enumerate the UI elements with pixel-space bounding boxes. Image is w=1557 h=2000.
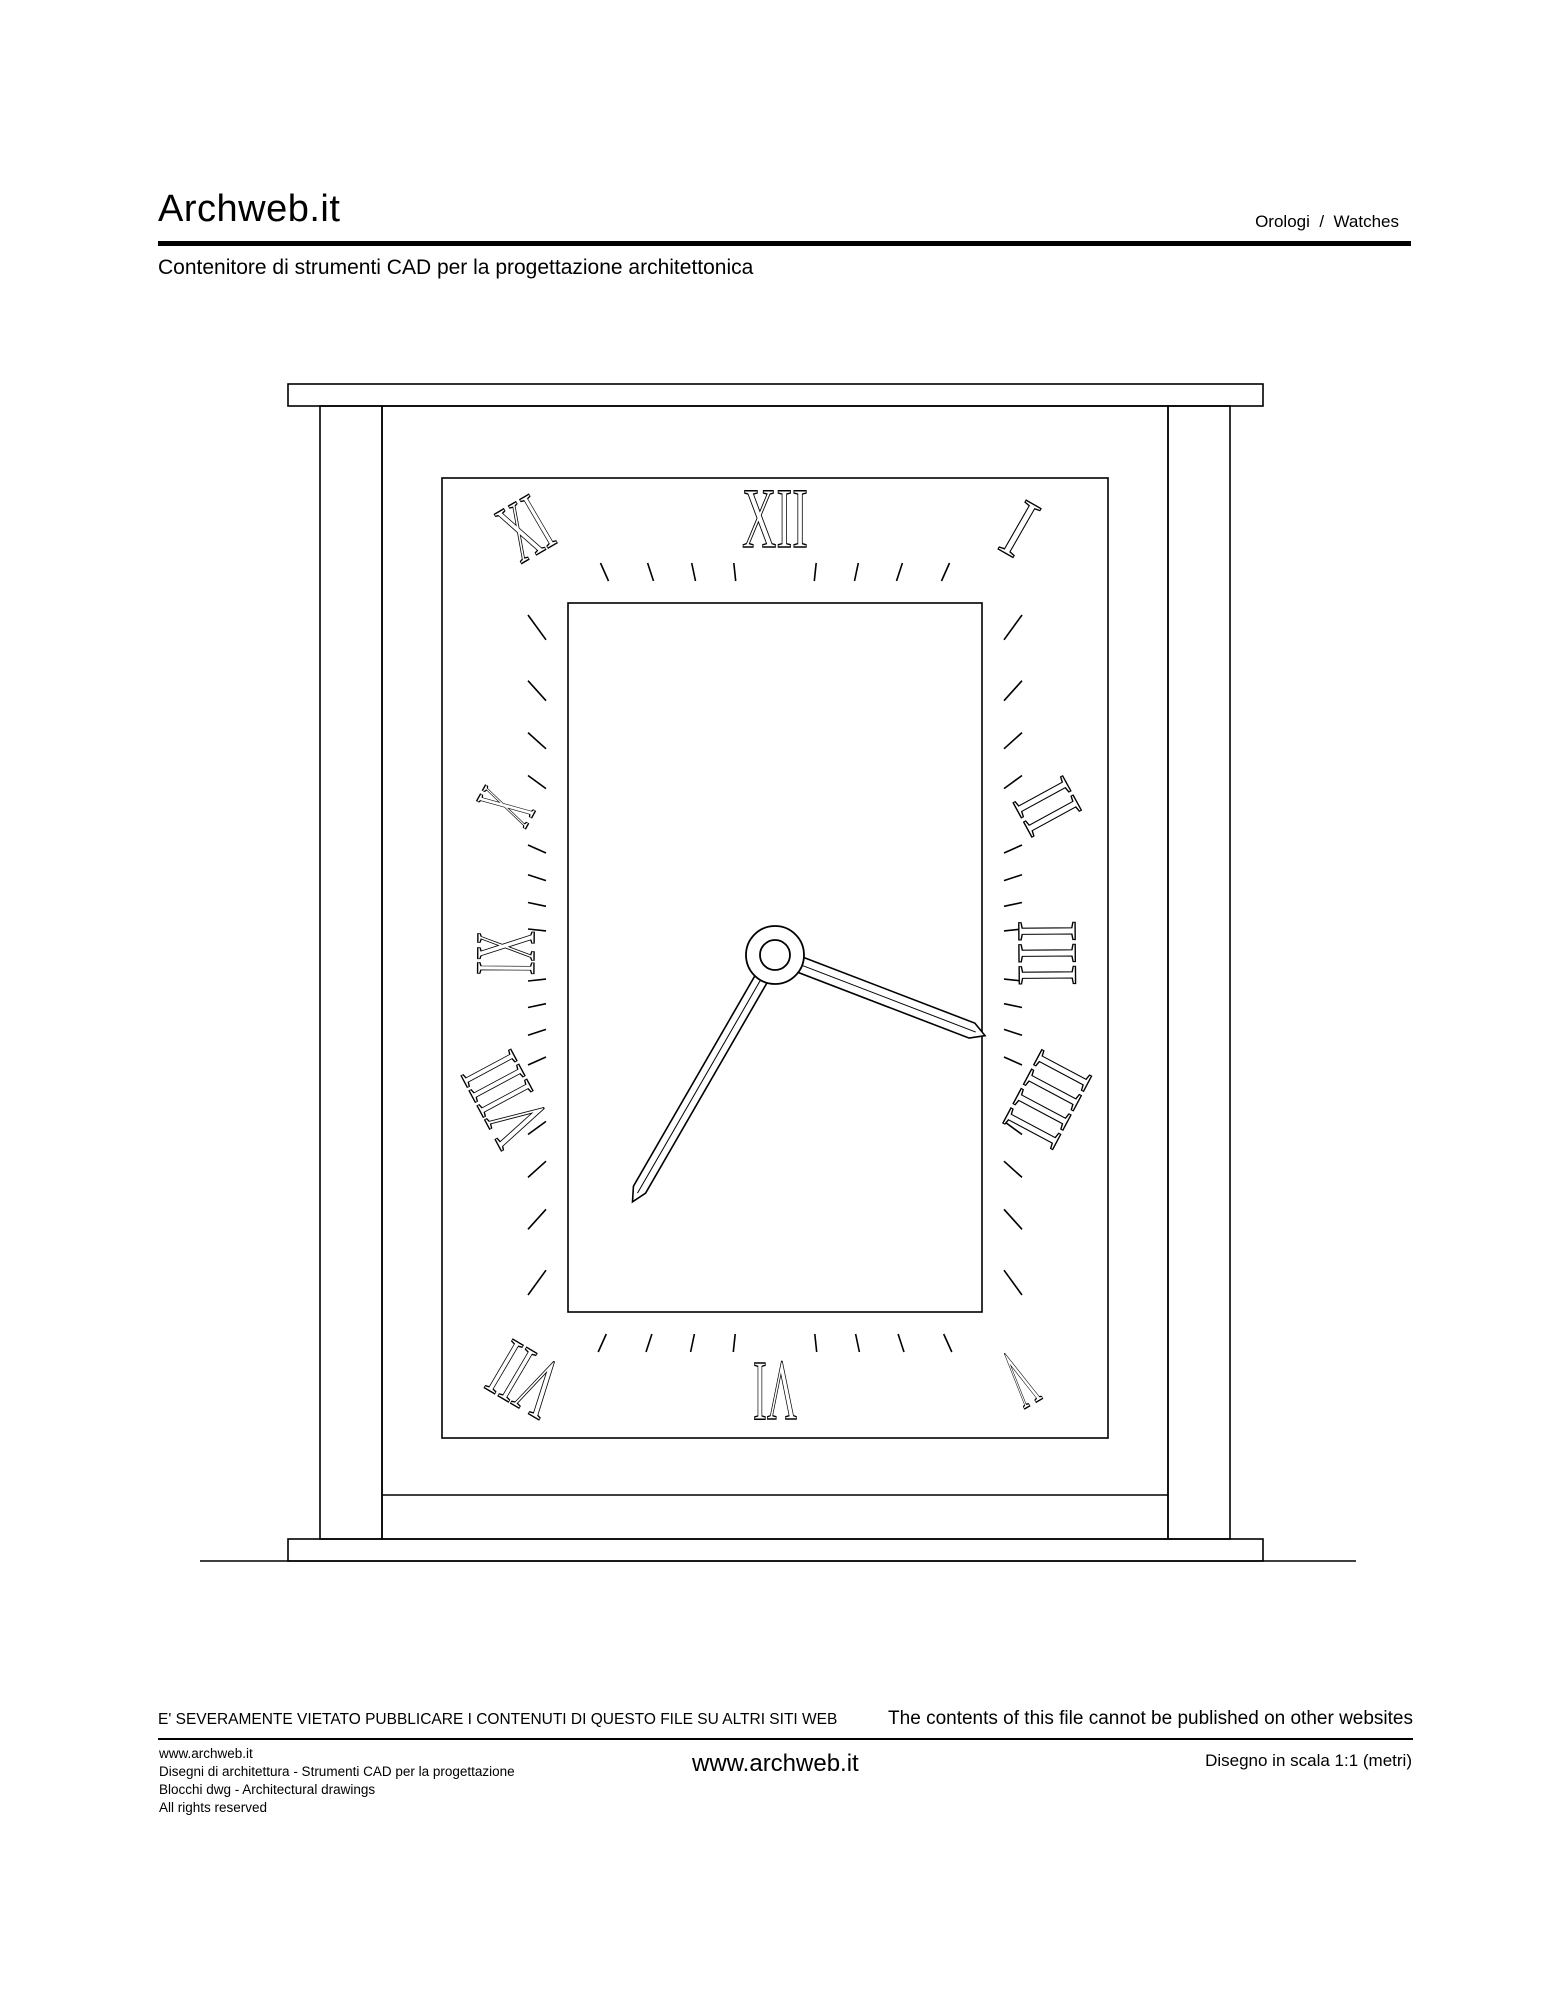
minute-tick (898, 1334, 904, 1352)
roman-numeral-7: VII (426, 1294, 578, 1439)
roman-numeral-3: III (999, 919, 1097, 1007)
minute-hand-center-line (638, 978, 763, 1194)
roman-numeral-4: IIII (972, 1038, 1112, 1185)
subtitle: Contenitore di strumenti CAD per la progettazione architettonica (158, 256, 754, 279)
clock-right-column (1168, 406, 1230, 1539)
minute-tick (1004, 875, 1022, 881)
footer-site-line: Blocchi dwg - Architectural drawings (159, 1782, 376, 1797)
minute-tick (528, 1209, 546, 1229)
minute-tick (1004, 1004, 1022, 1008)
clock-top-cornice (288, 384, 1263, 406)
minute-tick (1004, 681, 1022, 701)
copyright-notice-english: The contents of this file cannot be published on other websites (888, 1708, 1413, 1729)
roman-numeral-5: V (951, 1332, 1054, 1448)
minute-tick (733, 1334, 735, 1352)
minute-tick (944, 1334, 952, 1352)
minute-tick (1004, 733, 1022, 749)
minute-tick (528, 776, 546, 789)
minute-tick (734, 563, 736, 581)
minute-tick (528, 615, 546, 640)
clock-left-column (320, 406, 382, 1539)
minute-tick (942, 563, 950, 581)
clock-base-plinth (288, 1539, 1263, 1561)
minute-tick (855, 563, 859, 581)
copyright-notice-italian: E' SEVERAMENTE VIETATO PUBBLICARE I CONTENUTI DI QUESTO FILE SU ALTRI SITI WEB (158, 1711, 838, 1728)
footer-site-info (159, 1745, 515, 1817)
roman-numeral-9: IX (456, 883, 554, 976)
roman-numeral-1: I (986, 480, 1060, 579)
roman-numeral-12: XII (742, 470, 808, 566)
minute-tick (528, 733, 546, 749)
minute-tick (528, 929, 546, 931)
minute-tick (646, 1334, 652, 1352)
minute-tick (528, 1270, 546, 1295)
minute-tick (528, 845, 546, 853)
minute-tick (528, 979, 546, 981)
footer-site-line: Disegni di architettura - Strumenti CAD per la progettazione (159, 1764, 515, 1779)
minute-tick (897, 563, 903, 581)
roman-numeral-11: XI (481, 451, 609, 581)
brand-title: Archweb.it (158, 188, 341, 230)
minute-tick (814, 563, 816, 581)
footer-site-line: www.archweb.it (159, 1746, 253, 1761)
minute-tick (815, 1334, 817, 1352)
hand-hub-inner (760, 940, 790, 970)
footer-rule (158, 1738, 1413, 1740)
minute-tick (601, 563, 609, 581)
minute-tick (598, 1334, 606, 1352)
minute-tick (528, 1004, 546, 1008)
minute-tick (528, 875, 546, 881)
category-label: Orologi / Watches (1255, 212, 1399, 231)
minute-tick (1004, 1270, 1022, 1295)
minute-tick (691, 1334, 695, 1352)
hour-hand-center-line (799, 964, 975, 1032)
minute-tick (528, 1161, 546, 1177)
roman-numeral-10: X (457, 738, 572, 839)
scale-label: Disegno in scala 1:1 (metri) (1205, 1751, 1412, 1770)
minute-tick (1004, 776, 1022, 789)
minute-tick (528, 903, 546, 907)
minute-tick (856, 1334, 860, 1352)
minute-tick (1004, 1209, 1022, 1229)
minute-tick (528, 1029, 546, 1035)
footer-url[interactable]: www.archweb.it (692, 1750, 859, 1777)
minute-tick (528, 681, 546, 701)
roman-numeral-2: II (995, 763, 1108, 860)
minute-tick (1004, 1161, 1022, 1177)
minute-tick (1004, 615, 1022, 640)
roman-numeral-8: VIII (413, 985, 569, 1162)
minute-tick (1004, 1029, 1022, 1035)
minute-tick (692, 563, 696, 581)
roman-numeral-6: VI (753, 1344, 797, 1440)
clock-hands (626, 926, 987, 1205)
minute-tick (1004, 903, 1022, 907)
footer-site-line: All rights reserved (159, 1800, 268, 1815)
minute-tick (648, 563, 654, 581)
